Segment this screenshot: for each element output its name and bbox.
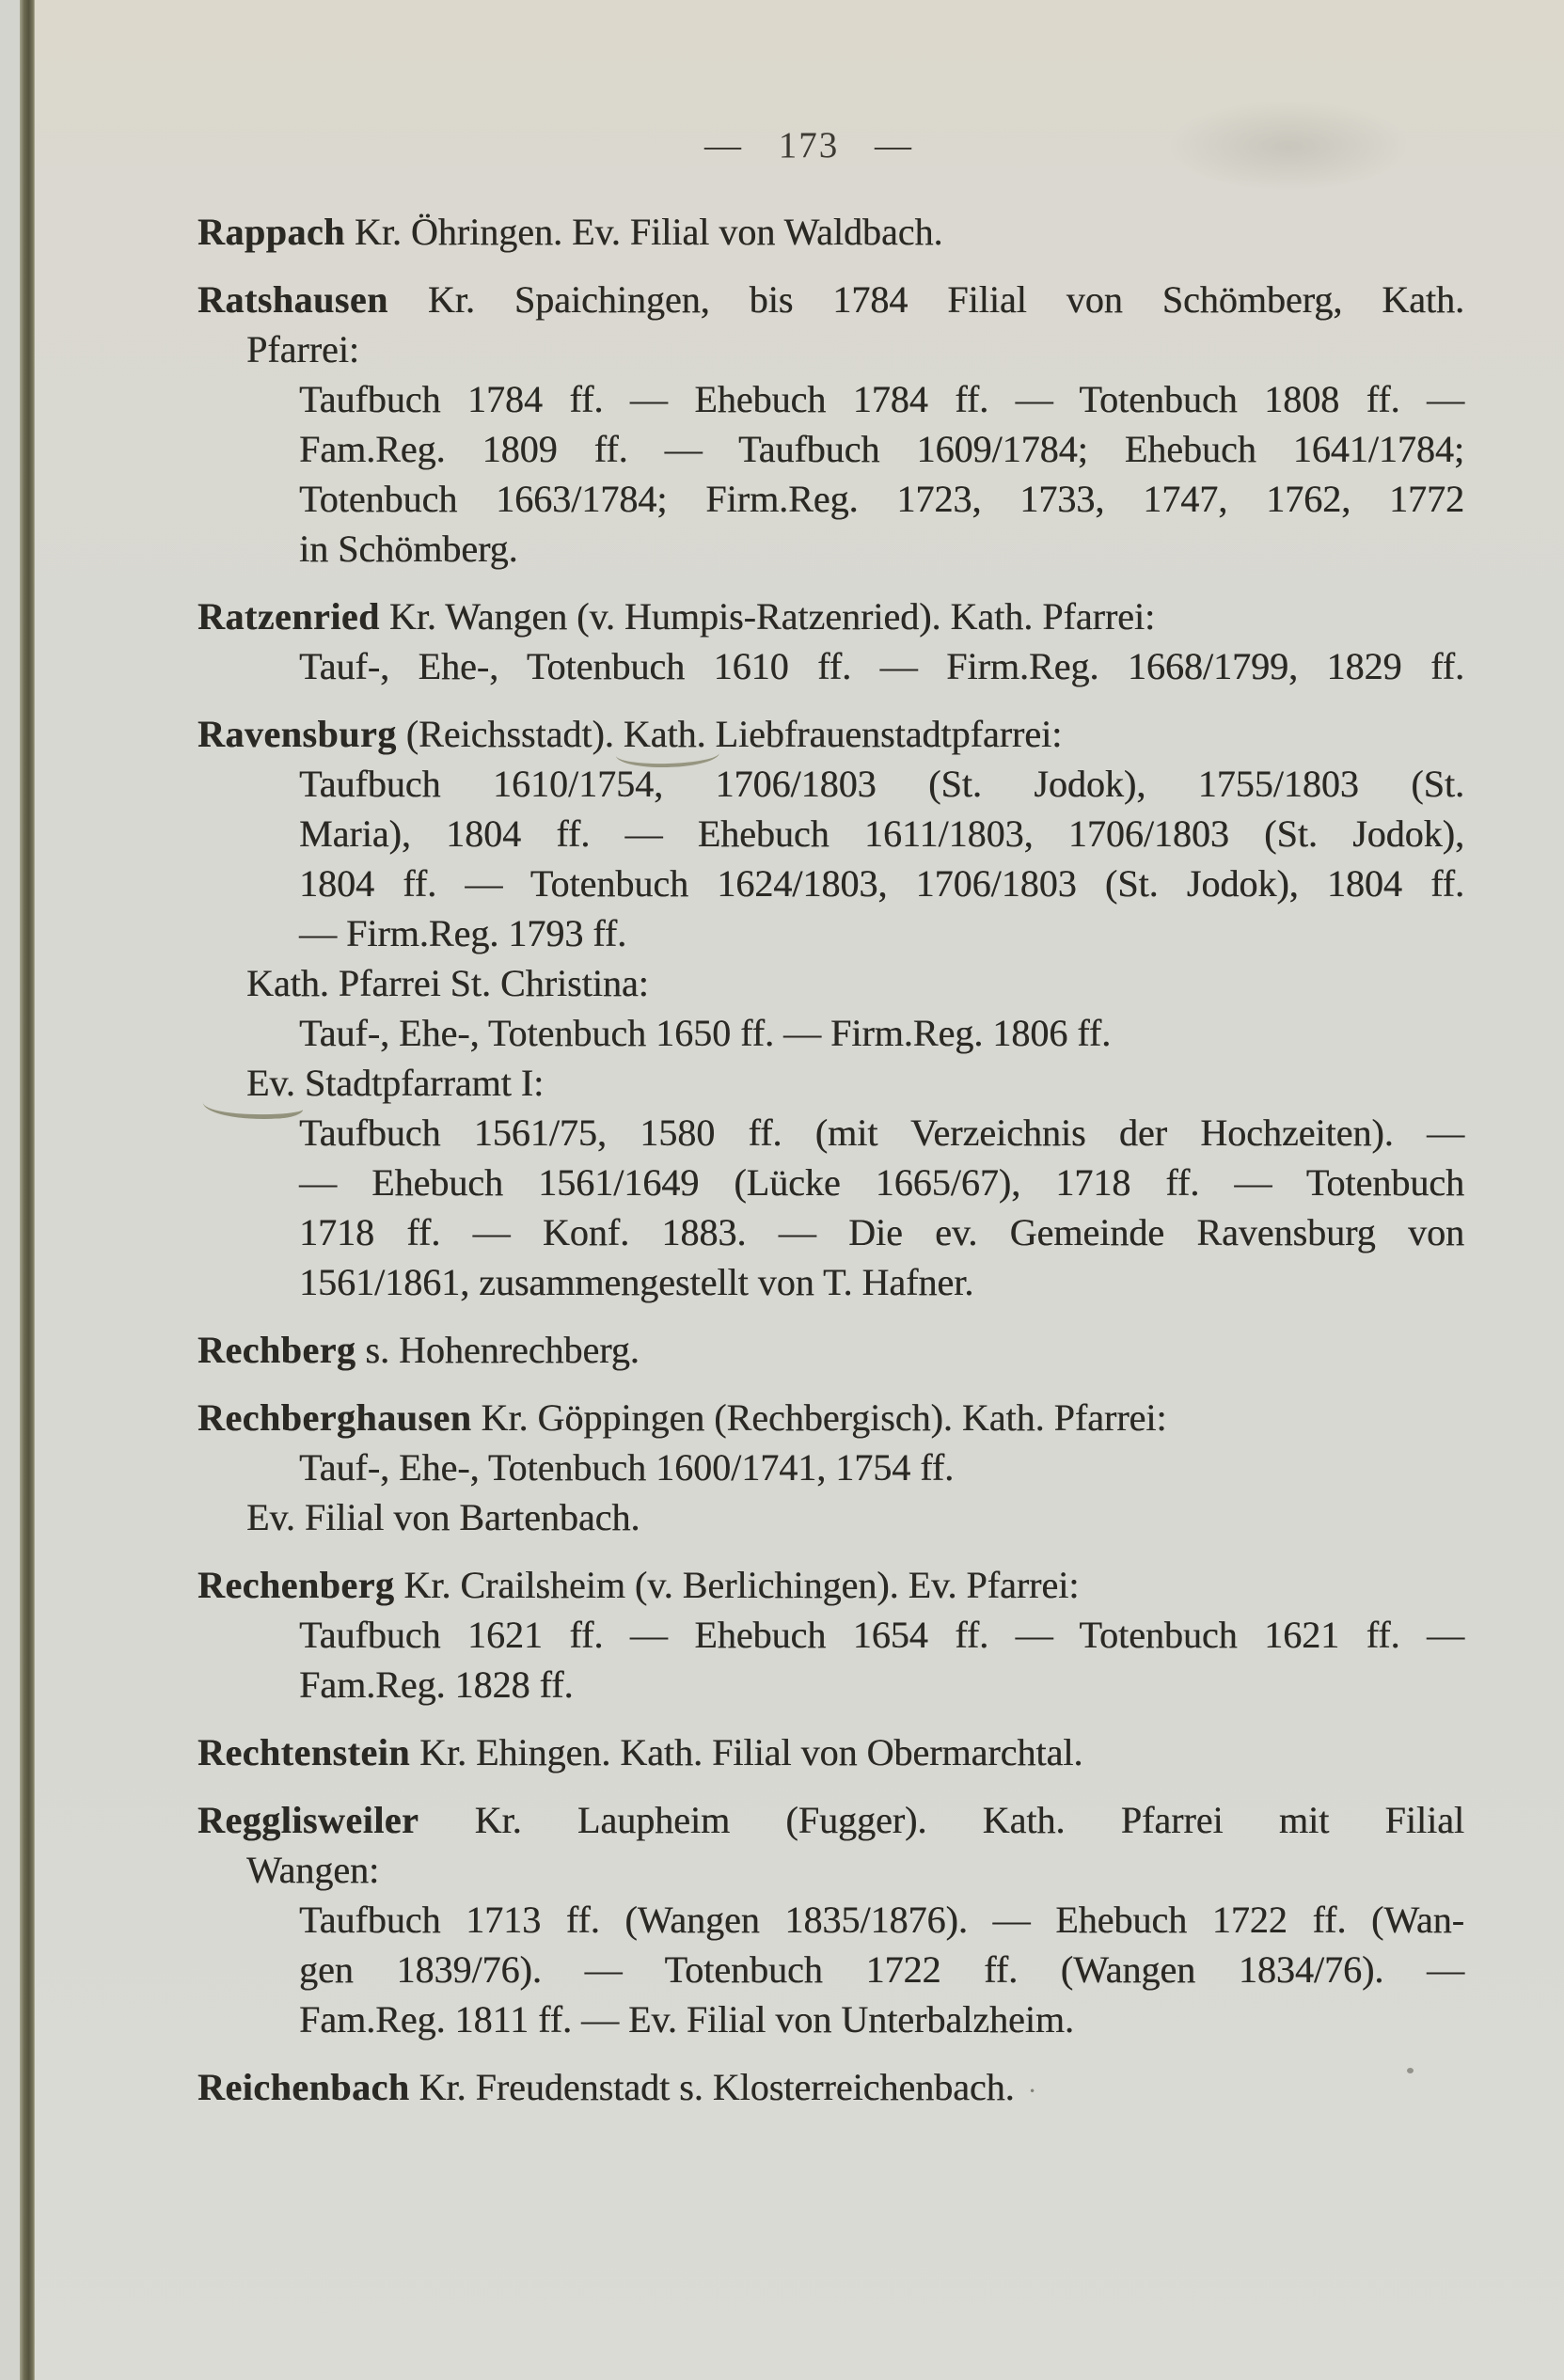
register-line [0, 809, 1564, 859]
text-segment: Kr. Crailsheim (v. Berlichingen). Ev. Pfarrei: [394, 1564, 1080, 1606]
text-segment: Kr. Wangen (v. Humpis-Ratzenried). Kath. Pfarrei: [379, 595, 1156, 638]
register-line [0, 1058, 1564, 1108]
register-line [0, 908, 1564, 958]
entry-name: Regglisweiler [197, 1799, 419, 1841]
pencil-tick-mark: · [1027, 2075, 1037, 2106]
text-segment: Kr. Göppingen (Rechbergisch). Kath. Pfarrei: [471, 1396, 1167, 1439]
register-entry-line [0, 1795, 1564, 1845]
text-segment: Fam.Reg. 1811 ff. — Ev. Filial von Unterbalzheim. [299, 1998, 1074, 2041]
text-segment: — Ehebuch 1561/1649 (Lücke 1665/67), 1718 ff. — Totenbuch [299, 1161, 1464, 1204]
pencil-underlined-word: Kath. [623, 713, 706, 755]
register-line [0, 524, 1564, 574]
register-entry-line [0, 1325, 1564, 1375]
register-line [0, 1845, 1564, 1895]
register-line [0, 1008, 1564, 1058]
register-entry-line [0, 1393, 1564, 1442]
text-segment: Kr. Freudenstadt s. Klosterreichenbach. [409, 2066, 1015, 2108]
register-line [0, 324, 1564, 374]
pencil-underlined-word: Ev. [246, 1062, 295, 1104]
text-segment: Taufbuch 1610/1754, 1706/1803 (St. Jodok), 1755/1803 (St. [299, 763, 1464, 805]
register-line [0, 641, 1564, 691]
text-segment: 1561/1861, zusammengestellt von T. Hafner. [299, 1261, 974, 1303]
text-segment: Kr. Ehingen. Kath. Filial von Obermarchtal. [409, 1731, 1083, 1773]
text-segment: Fam.Reg. 1809 ff. — Taufbuch 1609/1784; Ehebuch 1641/1784; [299, 428, 1464, 470]
text-segment: 1804 ff. — Totenbuch 1624/1803, 1706/1803 (St. Jodok), 1804 ff. [299, 862, 1464, 905]
text-segment: Wangen: [246, 1849, 380, 1891]
register-line [0, 859, 1564, 908]
text-segment: Kath. Pfarrei St. Christina: [246, 962, 649, 1004]
register-line [0, 759, 1564, 809]
entry-name: Rappach [197, 211, 345, 253]
register-line [0, 1994, 1564, 2044]
entry-name: Reichenbach [197, 2066, 410, 2108]
register-entry-line [0, 207, 1564, 257]
register-line [0, 424, 1564, 474]
text-segment: in Schömberg. [299, 528, 518, 570]
entry-name: Rechberghausen [197, 1396, 472, 1439]
text-segment: (Reichsstadt). [396, 713, 624, 755]
register-line [0, 1492, 1564, 1542]
entry-name: Rechberg [197, 1329, 356, 1371]
text-segment: Taufbuch 1784 ff. — Ehebuch 1784 ff. — Totenbuch 1808 ff. — [299, 378, 1464, 420]
text-segment: Kr. Laupheim (Fugger). Kath. Pfarrei mit Filial [419, 1799, 1464, 1841]
text-segment: Liebfrauenstadtpfarrei: [705, 713, 1063, 755]
register-line [0, 1158, 1564, 1207]
register-entry-line [0, 709, 1564, 759]
text-segment: Tauf-, Ehe-, Totenbuch 1610 ff. — Firm.Reg. 1668/1799, 1829 ff. [299, 645, 1464, 687]
text-segment: Taufbuch 1561/75, 1580 ff. (mit Verzeichnis der Hochzeiten). — [299, 1111, 1464, 1154]
entry-name: Rechtenstein [197, 1731, 410, 1773]
text-segment: 1718 ff. — Konf. 1883. — Die ev. Gemeinde Ravensburg von [299, 1211, 1464, 1253]
text-segment: Kr. Öhringen. Ev. Filial von Waldbach. [344, 211, 943, 253]
register-line [0, 1895, 1564, 1945]
register-line [0, 1257, 1564, 1307]
text-segment: — Firm.Reg. 1793 ff. [299, 912, 627, 954]
text-segment: Kr. Spaichingen, bis 1784 Filial von Schömberg, Kath. [387, 278, 1464, 321]
page-number: — 173 — [704, 125, 913, 165]
register-entry-line [0, 1560, 1564, 1610]
text-segment: Taufbuch 1621 ff. — Ehebuch 1654 ff. — Totenbuch 1621 ff. — [299, 1614, 1464, 1656]
text-segment: Fam.Reg. 1828 ff. [299, 1663, 574, 1706]
register-line [0, 1945, 1564, 1994]
register-line [0, 958, 1564, 1008]
text-segment: gen 1839/76). — Totenbuch 1722 ff. (Wangen 1834/76). — [299, 1948, 1464, 1991]
register-entry-line [0, 1727, 1564, 1777]
text-segment: Tauf-, Ehe-, Totenbuch 1600/1741, 1754 ff. [299, 1446, 955, 1489]
register-line [0, 1442, 1564, 1492]
entry-name: Ravensburg [197, 713, 397, 755]
entry-name: Ratzenried [197, 595, 380, 638]
register-line [0, 1610, 1564, 1660]
text-segment: Taufbuch 1713 ff. (Wangen 1835/1876). — Ehebuch 1722 ff. (Wan- [299, 1899, 1464, 1941]
register-line [0, 374, 1564, 424]
text-segment: Tauf-, Ehe-, Totenbuch 1650 ff. — Firm.Reg. 1806 ff. [299, 1012, 1112, 1054]
text-segment: Pfarrei: [246, 328, 359, 370]
text-segment: Maria), 1804 ff. — Ehebuch 1611/1803, 1706/1803 (St. Jodok), [299, 812, 1464, 855]
register-line [0, 1207, 1564, 1257]
register-line [0, 1660, 1564, 1710]
register-entry-line [0, 591, 1564, 641]
text-segment: s. Hohenrechberg. [355, 1329, 640, 1371]
entry-name: Rechenberg [197, 1564, 395, 1606]
entry-name: Ratshausen [197, 278, 388, 321]
register-entry-line [0, 275, 1564, 324]
text-segment: Totenbuch 1663/1784; Firm.Reg. 1723, 1733, 1747, 1762, 1772 [299, 478, 1464, 520]
register-entry-line [0, 2062, 1564, 2116]
register-line [0, 474, 1564, 524]
text-segment: Stadtpfarramt I: [294, 1062, 545, 1104]
parish-register-entries [0, 207, 1564, 2116]
text-segment: Ev. Filial von Bartenbach. [246, 1496, 640, 1538]
